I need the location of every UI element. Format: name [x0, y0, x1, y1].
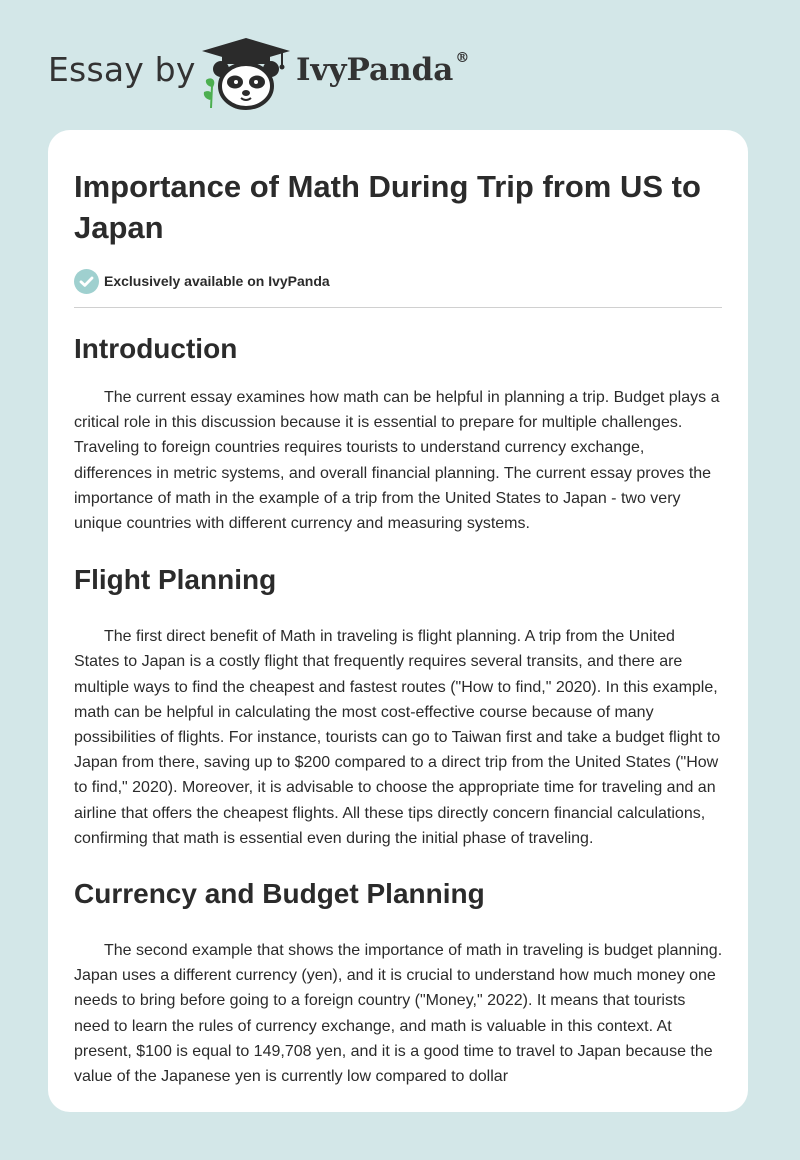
brand-name[interactable]: [296, 52, 469, 88]
essay-content: [74, 166, 724, 1089]
panda-graduate-logo[interactable]: [198, 36, 294, 110]
badge-text: Exclusively available on IvyPanda: [104, 273, 330, 289]
section-body-introduction: The current essay examines how math can be helpful in planning a trip. Budget plays a critical role in this discussion because it is essential to prepare for multiple challenges. Traveling to foreign countries requires tourists to understand currency exchange, differences in metric systems, and overall financial planning. The current essay proves the importance of math in the example of a trip from the United States to Japan - two very unique countries with different currency and measuring systems.: [74, 389, 720, 533]
essay-card: [48, 130, 748, 1112]
brand-prefix: Essay by: [48, 50, 196, 89]
check-circle-icon: [74, 269, 99, 294]
brand-name-text: IvyPanda: [296, 52, 454, 88]
exclusive-badge: [74, 268, 724, 294]
section-body-currency-budget: The second example that shows the importance of math in traveling is budget planning. Japan uses a different currency (yen), and it is crucial to understand how much money one needs to bring before going to a foreign country ("Money," 2022). It means that tourists need to learn the rules of currency exchange, and math is valuable in this context. At present, $100 is equal to 149,708 yen, and it is a good time to travel to Japan because the value of the Japanese yen is currently low compared to dollar: [74, 942, 723, 1086]
section-heading-flight-planning: Flight Planning: [74, 564, 277, 596]
essay-title: Importance of Math During Trip from US to Japan: [74, 169, 701, 245]
section-heading-currency-budget: Currency and Budget Planning: [74, 878, 485, 910]
registered-mark: ®: [455, 50, 470, 66]
section-body-flight-planning: The first direct benefit of Math in traveling is flight planning. A trip from the United States to Japan is a costly flight that frequently requires several transits, and there are multiple ways to find the cheapest and fastest routes ("How to find," 2020). In this example, math can be helpful in calculating the most cost-effective course because of many possibilities of flights. For instance, tourists can go to Taiwan first and take a budget flight to Japan from there, saving up to $200 compared to a direct trip from the United States ("How to find," 2020). Moreover, it is advisable to choose the appropriate time for traveling and an airline that offers the cheapest flights. All these tips directly concern financial calculations, confirming that math is essential even during the initial phase of traveling.: [74, 628, 721, 847]
site-header: [0, 0, 800, 120]
title-divider: [74, 307, 722, 308]
section-heading-introduction: Introduction: [74, 333, 238, 364]
